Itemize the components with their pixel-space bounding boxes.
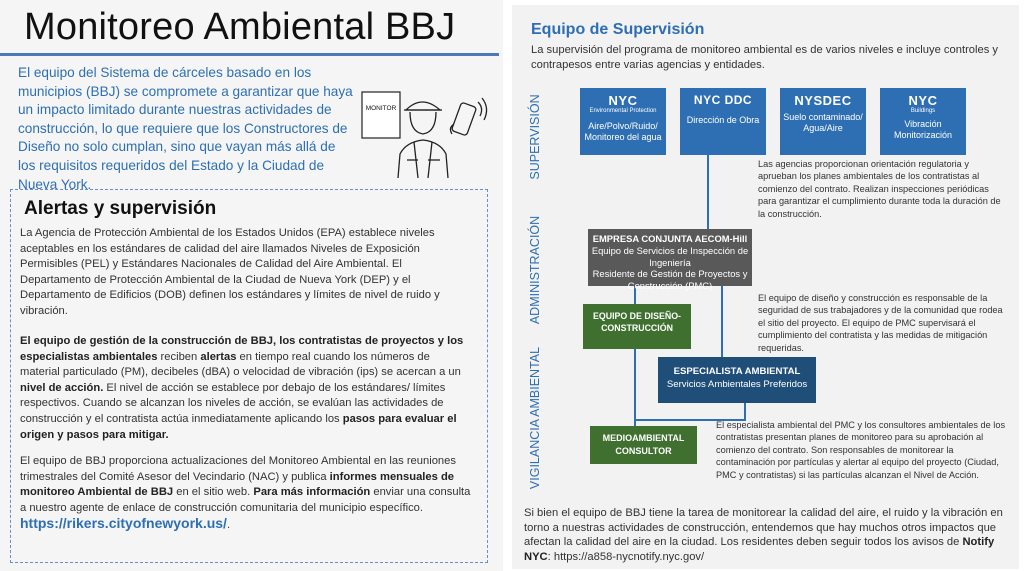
bold-text: pasos para evaluar el origen y pasos para mitigar. [20,412,457,441]
agency-description: Aire/Polvo/Ruido/ Monitoreo del agua [584,121,662,142]
alerts-paragraph-1: La Agencia de Protección Ambiental de los Estados Unidos (EPA) establece niveles aceptables en los estándares de calidad del aire llamados Niveles de Exposición Permisibles (PEL) y Estándares Nacionales de Calidad del Aire Ambiental. El Departamento de Protección Ambiental de la Ciudad de Nueva York (DEP) y el Departamento de Edificios (DOB) definen los estándares y límites de nivel de ruido y vibración. [20,227,440,317]
aecom-line-1: Equipo de Servicios de Inspección de Ingeniería [591,244,749,268]
design-team-note: El equipo de diseño y construcción es responsable de la seguridad de sus trabajadores y de la comunidad que rodea el sitio del proyecto. El equipo de PMC supervisará el cumplimiento del contratista y las medidas de mitigación requeridas. [758,293,1003,353]
nyc-logo-icon: NYC [608,93,638,108]
aecom-hill-box [588,229,752,292]
connector-line [744,402,746,420]
text-span: en tiempo real cuando los números de material particulado (PM), decibeles (dBA) o velocidad de vibración (ips) se acercan a un [20,350,461,379]
agency-box-nysdec [780,88,866,155]
alerts-title: Alertas y supervisión [24,198,217,219]
connector-line [721,286,723,358]
monitor-worker-illustration [360,88,495,178]
agency-box-ddc [680,88,766,155]
intro-text: El equipo del Sistema de cárceles basado en los municipios (BBJ) se compromete a garantizar que haya un impacto limitado durante nuestras actividades de construcción, lo que requiere que los Constructores de Diseño no solo cumplan, sino que vayan más allá de los requisitos requeridos del Estado y la Ciudad de Nueva York. [18,65,353,192]
nysdec-logo-icon: NYSDEC [794,93,852,108]
worker-icon [398,102,448,178]
design-construction-box: EQUIPO DE DISEÑO- CONSTRUCCIÓN [583,304,691,349]
environmental-specialist-box [658,357,816,403]
footer-text [524,506,1014,564]
bold-text: informes mensuales de monitoreo Ambiental de BBJ [20,470,455,499]
bold-text: El equipo de gestión de la construcción de BBJ, los contratistas de proyectos y los especialistas ambientales [20,335,464,363]
notify-nyc-bold: Notify NYC [524,536,995,563]
text-span: reciben [157,350,201,363]
aecom-title: EMPRESA CONJUNTA AECOM-Hill [592,233,748,244]
side-label-supervision: SUPERVISIÓN [528,94,542,180]
nyc-ddc-logo-icon: NYC DDC [693,93,753,107]
handheld-monitor-icon [450,98,486,136]
rikers-website-link[interactable]: https://rikers.cityofnewyork.us/ [20,515,227,532]
notify-nyc-link[interactable]: : https://a858-nycnotify.nyc.gov/ [547,550,705,563]
text-span: enviar una consulta a nuestro agente de enlace de construcción comunitaria del municipio específico. [20,486,471,514]
alerts-paragraph-3 [20,454,472,534]
agencies-note: Las agencias proporcionan orientación regulatoria y aprueban los planes ambientales de los contratistas al comienzo del contrato. Realizan inspecciones periódicas para garantizar el cumplimiento durante toda la duración de la construcción. [758,159,1001,219]
aecom-line-2: Residente de Gestión de Proyectos y Construcción (PMC) [592,268,748,292]
specialist-subtitle: Servicios Ambientales Preferidos [666,378,808,390]
agency-logo-subtitle: Buildings [910,108,936,114]
alerts-paragraph-2 [20,334,472,443]
agency-description: Suelo contaminado/ Agua/Aire [783,112,863,133]
text-span: El equipo de BBJ proporciona actualizaciones del Monitoreo Ambiental en las reuniones trimestrales del Comité Asesor del Vecindario (NAC) y publica [20,455,456,483]
text-span: El nivel de acción se establece por debajo de los estándares/ límites respectivos. Cuando se alcanzan los niveles de acción, se evalúan las actividades de construcción y el contratista actúa inmediatamente aplicando los [20,381,446,425]
bold-text: alertas [200,350,237,363]
specialist-title: ESPECIALISTA AMBIENTAL [673,366,801,377]
bold-text: nivel de acción. [20,381,104,394]
environmental-consultant-box: MEDIOAMBIENTAL CONSULTOR [590,426,697,464]
monitor-device-icon [362,92,400,138]
text-span: . [226,519,231,532]
page-title: Monitoreo Ambiental BBJ [24,6,456,48]
title-divider [0,53,499,56]
specialist-note: El especialista ambiental del PMC y los consultores ambientales de los contratistas presentan planes de monitoreo para su aprobación al comienzo del contrato. Son responsables de monitorear la contaminación por partículas y alertar al equipo del proyecto (Ciudad, PMC y contratistas) si las partículas alcanzan el Nivel de Acción. [716,420,1006,480]
bold-text: Para más información [253,486,371,499]
monitor-label: MONITOR [365,105,397,112]
agency-logo-subtitle: Environmental Protection [589,108,657,114]
text-span: Si bien el equipo de BBJ tiene la tarea de monitorear la calidad del aire, el ruido y la vibración en torno a nuestras actividades de construcción, entendemos que hay muchos otros impactos que afectan la calidad del aire en la ciudad. Los residentes deben seguir todos los avisos de [524,507,1003,548]
supervision-team-subtitle: La supervisión del programa de monitoreo ambiental es de varios niveles e incluye controles y contrapesos entre varias agencias y entidades. [531,44,999,71]
agency-description: Dirección de Obra [686,115,760,125]
connector-line [707,155,709,229]
agency-box-dep [580,88,666,155]
text-span: en el sitio web. [173,486,254,499]
nyc-buildings-logo-icon: NYC [908,93,938,108]
agency-description: Vibración Monitorización [893,119,953,140]
agency-box-dob [880,88,966,155]
side-label-vigilancia: VIGILANCIA AMBIENTAL [528,346,542,490]
supervision-team-title: Equipo de Supervisión [531,21,705,38]
side-label-administracion: ADMINISTRACIÓN [528,215,542,325]
